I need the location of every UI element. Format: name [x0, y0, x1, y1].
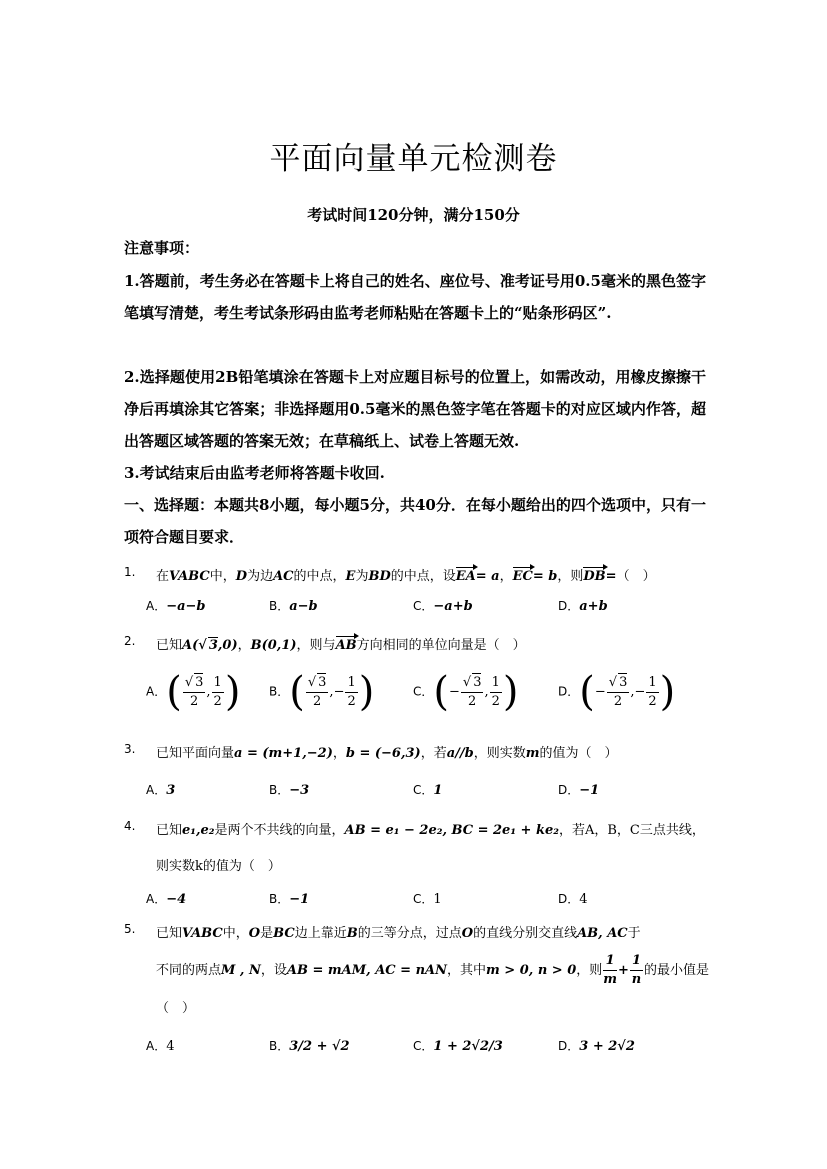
q3-option-d: D．−1: [558, 783, 600, 798]
q5-option-d: D．3 + 2√2: [558, 1039, 635, 1054]
notice-item-2: 2.选择题使用2B铅笔填涂在答题卡上对应题目标号的位置上，如需改动，用橡皮擦擦干净后再填涂其它答案；非选择题用0.5毫米的黑色签字笔在答题卡的对应区域内作答，超出答题区域答题的答案无效；在草稿纸上、试卷上答题无效.: [124, 368, 706, 450]
question-text: 已知A(√ 3,0)，B(0,1)，则与AB方向相同的单位向量是（ ）: [156, 638, 526, 653]
notice-item-1: 1.答题前，考生务必在答题卡上将自己的姓名、座位号、准考证号用0.5毫米的黑色签字笔填写清楚，考生考试条形码由监考老师粘贴在答题卡上的“贴条形码区”.: [124, 272, 706, 322]
exam-subtitle: 考试时间120分钟，满分150分: [307, 206, 520, 224]
q3-option-b: B．−3: [269, 783, 310, 798]
question-number: 1.: [124, 565, 136, 579]
question-text: 已知e₁,e₂是两个不共线的向量，AB = e₁ − 2e₂, BC = 2e₁ + ke₂，若A，B，C三点共线，: [156, 823, 705, 838]
question-text: 在VABC中，D为边AC的中点，E为BD的中点，设EA= a，EC= b，则DB=（ ）: [156, 569, 656, 584]
q5-option-a: A．4: [146, 1039, 175, 1054]
question-text: 已知VABC中，O是BC边上靠近B的三等分点，过点O的直线分别交直线AB, AC于: [156, 926, 641, 941]
q5-option-c: C．1 + 2√2/3: [413, 1039, 503, 1054]
question-text: 已知平面向量a = (m+1,−2)，b = (−6,3)，若a//b，则实数m的值为（ ）: [156, 746, 618, 761]
question-number: 4.: [124, 819, 136, 833]
q4-option-a: A．−4: [146, 892, 187, 907]
q1-option-b: B．a−b: [269, 599, 318, 614]
q3-option-c: C．1: [413, 783, 443, 798]
q2-option-a: A．( $\frac{√ 3}{2}$ , $\frac{1}{2}$ ): [146, 669, 241, 715]
question-number: 2.: [124, 634, 136, 648]
exam-page: 平面向量单元检测卷 考试时间120分钟，满分150分 注意事项： 1.答题前，考生务必在答题卡上将自己的姓名、座位号、准考证号用0.5毫米的黑色签字笔填写清楚，考生考试条形码由监考老师粘贴在答题卡上的“贴条形码区”. 2.选择题使用2B铅笔填涂在答题卡上对应题目标号的位置上，如需改动，用橡皮擦擦干净后再填涂其它答案；非选择题用0.5毫米的黑色签字笔在答题卡的对应区域内作答，超出答题区域答题的答案无效；在草稿纸上、试卷上答题无效. 3.考试结束后由监考老师将答题卡收回. 一、选择题：本题共8小题，每小题5分，共40分．在每小题给出的四个选项中，只有一项符合题目要求． 1. 在VABC中，D为边AC的中点，E为BD的中点，设EA= a，EC= b，则DB=（ ） A．−a−b B．a−b C．−a+b D．a+b 2. 已知A(√ 3,0)，B(0,1)，则与AB方向相同的单位向量是（ ） A．( $\frac{√ 3}{2}$ , $\frac{1}{2}$ ) B．( $\frac{√ 3}{2}$ ,− $\frac{1}{2}$ ) C．(− $\frac{√ 3}{2}$ , $\frac{1}{2}$ ) D．(− $\frac{√ 3}{2}$ ,− $\frac{1}{2}$ ) 3. 已知平面向量a = (m+1,−2)，b = (−6,3)，若a//b，则实数m的值为（ ） A．3 B．−3 C．1 D．−1 4. 已知e₁,e₂是两个不共线的向量，AB = e₁ − 2e₂, BC = 2e₁ + ke₂，若A，B，C三点共线， 则实数k的值为（ ） A．−4 B．−1 C．1 D．4 5. 已知VABC中，O是BC边上靠近B的三等分点，过点O的直线分别交直线AB, AC于 不同的两点M , N，设AB = mAM, AC = nAN，其中m > 0, n > 0，则 $\frac{1}{m}$ + $\frac{1}{n}$ 的最小值是 （ ） A．4 B．3/2 + √2 C．1 + 2√2/3 D．3 + 2√2: [0, 0, 827, 1169]
q2-option-d: D．(− $\frac{√ 3}{2}$ ,− $\frac{1}{2}$ ): [558, 669, 676, 715]
section-heading: 一、选择题：本题共8小题，每小题5分，共40分．在每小题给出的四个选项中，只有一项符合题目要求．: [124, 496, 706, 546]
q1-option-a: A．−a−b: [146, 599, 206, 614]
q4-option-d: D．4: [558, 892, 588, 907]
vector-ec: EC: [512, 569, 533, 584]
question-number: 3.: [124, 742, 136, 756]
vector-db: DB: [583, 569, 606, 584]
q5-option-b: B．3/2 + √2: [269, 1039, 350, 1054]
q2-option-b: B．( $\frac{√ 3}{2}$ ,− $\frac{1}{2}$ ): [269, 669, 375, 715]
question-number: 5.: [124, 922, 136, 936]
q3-option-a: A．3: [146, 783, 176, 798]
vector-ab: AB: [335, 638, 357, 653]
q4-option-b: B．−1: [269, 892, 310, 907]
notice-item-3: 3.考试结束后由监考老师将答题卡收回.: [124, 464, 385, 482]
q4-option-c: C．1: [413, 892, 442, 907]
q2-option-c: C．(− $\frac{√ 3}{2}$ , $\frac{1}{2}$ ): [413, 669, 519, 715]
vector-ea: EA: [455, 569, 476, 584]
q1-option-c: C．−a+b: [413, 599, 473, 614]
q1-option-d: D．a+b: [558, 599, 608, 614]
page-title: 平面向量单元检测卷: [269, 141, 558, 177]
notice-heading: 注意事项：: [124, 239, 200, 257]
